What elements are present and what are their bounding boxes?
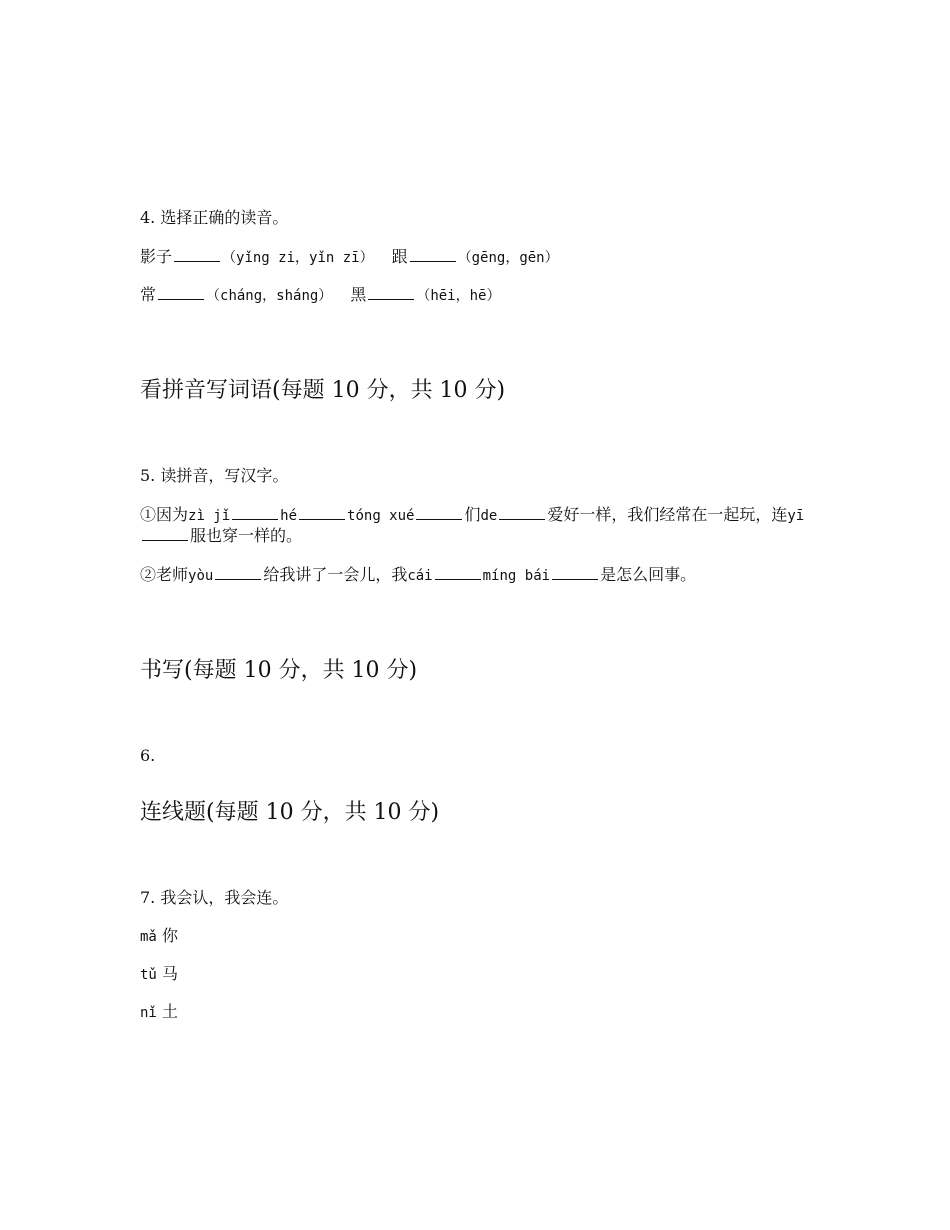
pinyin: zì jǐ xyxy=(188,508,231,524)
text: 给我讲了一会儿，我 xyxy=(263,565,408,584)
text: ②老师 xyxy=(140,565,189,584)
question-6-title: 6. xyxy=(140,746,156,765)
pinyin: nǐ xyxy=(140,1005,157,1021)
matching-row xyxy=(140,926,178,947)
answer-blank[interactable] xyxy=(435,565,481,580)
section-heading-matching: 连线题(每题 10 分，共 10 分) xyxy=(140,800,440,825)
answer-blank[interactable] xyxy=(158,285,204,300)
text: 爱好一样，我们经常在一起玩，连 xyxy=(547,505,788,524)
pinyin: de xyxy=(480,508,498,524)
section-heading-writing: 书写(每题 10 分，共 10 分) xyxy=(140,658,418,683)
answer-blank[interactable] xyxy=(215,565,261,580)
matching-row xyxy=(140,964,178,985)
answer-blank[interactable] xyxy=(416,505,462,520)
pinyin: míng bái xyxy=(482,568,551,584)
answer-blank[interactable] xyxy=(552,565,598,580)
pinyin: yī xyxy=(787,508,805,524)
text: 是怎么回事。 xyxy=(600,565,697,584)
answer-blank[interactable] xyxy=(368,285,414,300)
question-7-title: 7. 我会认，我会连。 xyxy=(140,888,289,907)
question-4-title: 4. 选择正确的读音。 xyxy=(140,208,289,227)
pinyin-options: （hēi，hē） xyxy=(416,288,501,304)
answer-blank[interactable] xyxy=(232,505,278,520)
word: 影子 xyxy=(140,247,173,266)
pinyin-options: （yǐng zi，yǐn zī） xyxy=(222,250,374,266)
pinyin: cái xyxy=(407,568,433,584)
text: 们 xyxy=(464,505,481,524)
character: 马 xyxy=(161,964,178,983)
pinyin: hé xyxy=(280,508,298,524)
answer-blank[interactable] xyxy=(174,247,220,262)
text: ①因为 xyxy=(140,505,189,524)
question-4-row-1 xyxy=(140,247,559,268)
question-5-sentence-1 xyxy=(140,505,830,546)
pinyin: tǔ xyxy=(140,967,157,983)
word: 黑 xyxy=(350,285,367,304)
matching-row xyxy=(140,1002,178,1023)
text: 服也穿一样的。 xyxy=(190,526,303,545)
pinyin: yòu xyxy=(188,568,214,584)
answer-blank[interactable] xyxy=(142,526,188,541)
character: 土 xyxy=(161,1002,178,1021)
pinyin-options: （cháng，sháng） xyxy=(206,288,333,304)
answer-blank[interactable] xyxy=(299,505,345,520)
section-heading-pinyin-words: 看拼音写词语(每题 10 分，共 10 分) xyxy=(140,378,506,403)
word: 常 xyxy=(140,285,157,304)
answer-blank[interactable] xyxy=(410,247,456,262)
pinyin-options: （gēng，gēn） xyxy=(457,250,559,266)
answer-blank[interactable] xyxy=(499,505,545,520)
question-5-title: 5. 读拼音，写汉字。 xyxy=(140,466,289,485)
question-4-row-2 xyxy=(140,285,500,306)
question-5-sentence-2 xyxy=(140,565,696,586)
word: 跟 xyxy=(391,247,408,266)
pinyin: mǎ xyxy=(140,929,157,945)
pinyin: tóng xué xyxy=(347,508,415,524)
character: 你 xyxy=(161,926,178,945)
